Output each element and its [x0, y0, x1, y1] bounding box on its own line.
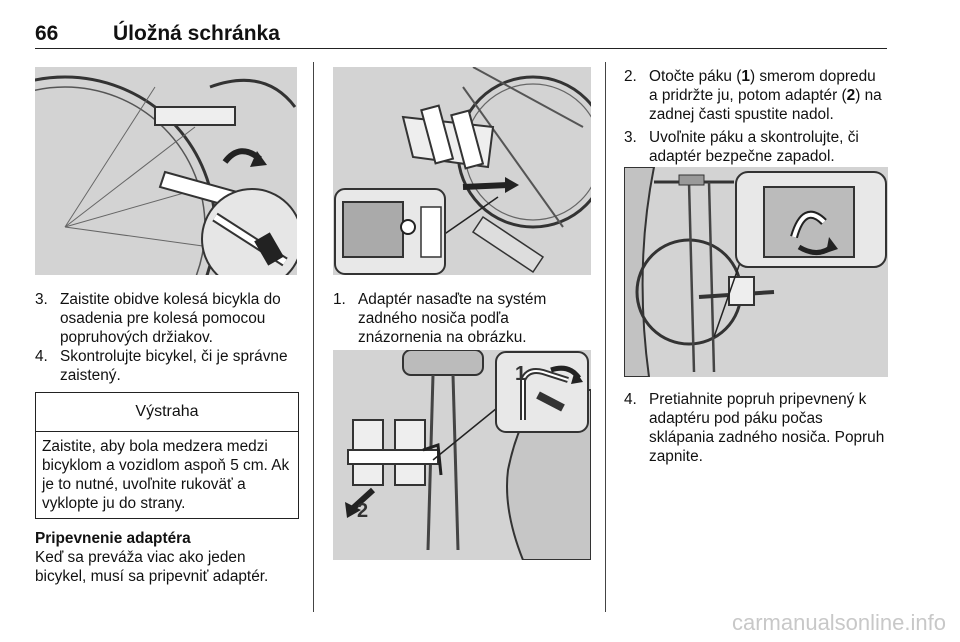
step-number: 2.	[624, 68, 637, 85]
column-divider-right	[605, 62, 606, 612]
step-text: Pretiahnite popruh pripevnený k adaptéru pod páku počas sklápania zadného nosiča. Popruh zapnite.	[649, 391, 885, 465]
callout-2: 2	[357, 500, 369, 522]
step-text: Adaptér nasaďte na systém zadného nosiča podľa znázornenia na obrázku.	[358, 291, 547, 346]
page-number: 66	[35, 22, 59, 45]
step-number: 4.	[624, 391, 637, 408]
section-title: Pripevnenie adaptéra	[35, 530, 191, 547]
step-text: Skontrolujte bicykel, či je správne zaistený.	[60, 348, 288, 384]
watermark: carmanualsonline.info	[731, 610, 946, 635]
step-2	[624, 67, 888, 124]
step-text: Uvoľnite páku a skontrolujte, či adaptér bezpečne zapadol.	[649, 129, 859, 165]
step-text: Zaistite obidve kolesá bicykla do osadenia pre kolesá pomocou popruhových držiakov.	[60, 291, 281, 346]
callout-1: 1	[515, 363, 527, 385]
step-3-right	[624, 128, 888, 166]
step-4-right	[624, 390, 888, 466]
step-1	[333, 290, 591, 347]
column-divider-left	[313, 62, 314, 612]
step-4	[35, 347, 297, 385]
page-title: Úložná schránka	[113, 22, 280, 45]
step-3	[35, 290, 297, 347]
warning-box	[35, 392, 299, 519]
figure-wheel-strap	[35, 67, 297, 275]
page-header	[35, 8, 887, 49]
warning-title: Výstraha	[36, 393, 298, 432]
step-text: Otočte páku (1) smerom dopredu a pridržte ju, potom adaptér (2) na zadnej časti spustite nadol.	[649, 68, 882, 123]
figure-adapter-install	[333, 350, 591, 560]
step-number: 3.	[624, 129, 637, 146]
figure-adapter-placement	[333, 67, 591, 275]
bold-ref-2: 2	[846, 87, 856, 104]
bold-ref-1: 1	[741, 68, 750, 85]
figure-lever-adapter	[624, 167, 888, 377]
section-paragraph: Keď sa preváža viac ako jeden bicykel, musí sa pripevniť adaptér.	[35, 549, 269, 585]
step-number: 3.	[35, 291, 48, 308]
step-number: 4.	[35, 348, 48, 365]
warning-text: Zaistite, aby bola medzera medzi bicyklom a vozidlom aspoň 5 cm. Ak je to nutné, uvoľnite rukoväť a vyklopte ju do strany.	[42, 438, 290, 512]
step-number: 1.	[333, 291, 346, 308]
